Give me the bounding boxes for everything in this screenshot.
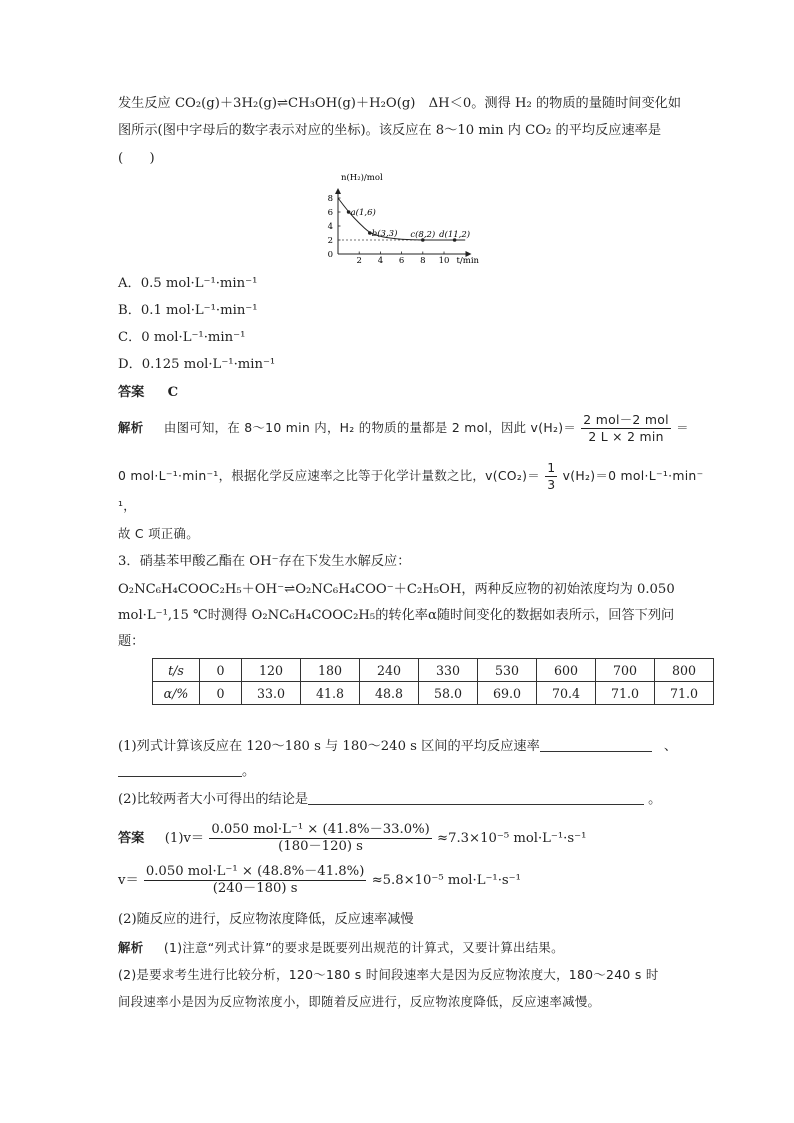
q3-sub1	[118, 737, 677, 756]
option-c: C．0 mol·L⁻¹·min⁻¹	[118, 330, 246, 345]
q2-stem-line1: 发生反应 CO₂(g)＋3H₂(g)⇌CH₃OH(g)＋H₂O(g) ΔH＜0。测得 H₂ 的物质的量随时间变化如	[118, 96, 682, 111]
x-tick-label: 4	[377, 256, 384, 266]
y-axis-label: n(H₂)/mol	[341, 173, 383, 183]
answer-2-prefix: v＝	[118, 873, 139, 888]
table-cell: 120	[242, 659, 301, 682]
table-cell: 700	[596, 659, 655, 682]
answer-label: 答案	[118, 385, 145, 400]
table-cell: 0	[200, 659, 242, 682]
q3-sub1-cont	[118, 762, 255, 781]
table-cell: 800	[655, 659, 714, 682]
header-time: t/s	[153, 659, 200, 682]
data-point-label: d(11,2)	[439, 230, 471, 240]
h2-amount-vs-time-chart	[316, 170, 486, 268]
x-tick-label: 2	[356, 256, 362, 266]
equals-sign: ＝	[676, 420, 689, 435]
x-tick-label: 6	[398, 256, 405, 266]
q3-answer-line3: (2)随反应的进行，反应物浓度降低，反应速率减慢	[118, 912, 414, 927]
header-alpha: α/%	[153, 682, 200, 705]
sub1-blank-1[interactable]	[540, 737, 652, 752]
x-tick-label: 8	[420, 256, 426, 266]
data-point-label: b(3,3)	[371, 229, 398, 239]
q3-answer-line1	[118, 822, 586, 855]
one-third-fraction	[545, 460, 557, 493]
y-tick-label: 6	[327, 208, 333, 218]
q3-analysis-line1	[118, 939, 564, 957]
sub2-end: 。	[648, 792, 662, 807]
table-row-alpha	[153, 682, 714, 705]
answer-2-fraction	[144, 864, 367, 897]
answer-1-result: ≈7.3×10⁻⁵ mol·L⁻¹·s⁻¹	[437, 831, 587, 846]
table-cell: 41.8	[301, 682, 360, 705]
analysis-text-2b: v(H₂)＝0 mol·L⁻¹·min⁻	[562, 468, 704, 483]
y-tick-label: 0	[327, 250, 333, 260]
q2-analysis-line2	[118, 460, 703, 493]
table-cell: 71.0	[596, 682, 655, 705]
sub2-text: (2)比较两者大小可得出的结论是	[118, 792, 309, 807]
data-point-label: a(1,6)	[350, 208, 376, 218]
table-cell: 33.0	[242, 682, 301, 705]
y-tick-label: 4	[327, 222, 333, 232]
q2-stem-line2: 图所示(图中字母后的数字表示对应的坐标)。该反应在 8～10 min 内 CO₂ 的平均反应速率是	[118, 123, 662, 138]
fraction-denominator: (180－120) s	[278, 839, 363, 854]
fraction-denominator: 2 L × 2 min	[588, 429, 664, 444]
sub1-end: 。	[242, 764, 256, 779]
answer-1-fraction	[209, 822, 432, 855]
table-cell: 530	[478, 659, 537, 682]
fraction-numerator: 0.050 mol·L⁻¹ × (48.8%－41.8%)	[145, 864, 365, 879]
q3-title: 3．硝基苯甲酸乙酯在 OH⁻存在下发生水解反应：	[118, 554, 411, 569]
answer-2-result: ≈5.8×10⁻⁵ mol·L⁻¹·s⁻¹	[371, 873, 521, 888]
q3-answer-line2	[118, 864, 521, 897]
q2-analysis-line3: ¹，	[118, 498, 136, 513]
q3-line2: mol·L⁻¹,15 ℃时测得 O₂NC₆H₄COOC₂H₅的转化率α随时间变化的数据如表所示，回答下列问	[118, 608, 675, 623]
sub1-text: (1)列式计算该反应在 120～180 s 与 180～240 s 区间的平均反应速率	[118, 739, 540, 754]
table-cell: 58.0	[419, 682, 478, 705]
table-cell: 180	[301, 659, 360, 682]
q2-analysis-line4: 故 C 项正确。	[118, 526, 199, 541]
fraction-numerator: 2 mol－2 mol	[583, 412, 669, 427]
table-cell: 330	[419, 659, 478, 682]
fraction-numerator: 1	[547, 460, 556, 475]
table-cell: 71.0	[655, 682, 714, 705]
table-row-time	[153, 659, 714, 682]
option-b: B．0.1 mol·L⁻¹·min⁻¹	[118, 303, 258, 318]
answer-label: 答案	[118, 831, 145, 846]
q2-answer-row	[118, 384, 178, 402]
analysis-label: 解析	[118, 940, 144, 955]
table-cell: 70.4	[537, 682, 596, 705]
option-a: A．0.5 mol·L⁻¹·min⁻¹	[118, 276, 258, 291]
data-point-label: c(8,2)	[410, 230, 436, 240]
fraction-numerator: 0.050 mol·L⁻¹ × (41.8%－33.0%)	[211, 822, 430, 837]
table-cell: 69.0	[478, 682, 537, 705]
q3-equation-line: O₂NC₆H₄COOC₂H₅＋OH⁻⇌O₂NC₆H₄COO⁻＋C₂H₅OH，两种反应物的初始浓度均为 0.050	[118, 582, 675, 597]
answer-value: C	[167, 385, 179, 400]
q3-analysis-line3: 间段速率小是因为反应物浓度小，即随着反应进行，反应物浓度降低，反应速率减慢。	[118, 994, 601, 1009]
table-cell: 240	[360, 659, 419, 682]
q2-analysis-line1	[118, 412, 689, 445]
x-tick-label: 10	[438, 256, 450, 266]
fraction-denominator: 3	[547, 477, 556, 492]
analysis-text-2a: 0 mol·L⁻¹·min⁻¹，根据化学反应速率之比等于化学计量数之比，v(CO₂)＝	[118, 468, 540, 483]
q2-answer-bracket: ( )	[118, 151, 155, 166]
q3-analysis-line2: (2)是要求考生进行比较分析，120～180 s 时间段速率大是因为反应物浓度大，180～240 s 时	[118, 967, 659, 982]
analysis-label: 解析	[118, 420, 144, 435]
y-tick-label: 2	[327, 236, 333, 246]
fraction-denominator: (240－180) s	[212, 881, 298, 896]
table-cell: 0	[200, 682, 242, 705]
sub2-blank[interactable]	[308, 790, 644, 805]
q3-line3: 题：	[118, 634, 145, 649]
option-d: D．0.125 mol·L⁻¹·min⁻¹	[118, 357, 276, 372]
table-cell: 600	[537, 659, 596, 682]
table-cell: 48.8	[360, 682, 419, 705]
answer-1-prefix: (1)v＝	[164, 831, 205, 846]
analysis-text: 由图可知，在 8～10 min 内，H₂ 的物质的量都是 2 mol，因此 v(H₂)＝	[163, 420, 577, 435]
x-axis-label: t/min	[456, 256, 480, 266]
sub1-separator: 、	[663, 739, 677, 754]
q3-sub2	[118, 790, 661, 809]
y-tick-label: 8	[327, 194, 333, 204]
conversion-data-table	[152, 658, 714, 705]
sub1-blank-2[interactable]	[118, 762, 242, 777]
analysis-text: (1)注意“列式计算”的要求是既要列出规范的计算式，又要计算出结果。	[163, 940, 564, 955]
rate-fraction	[581, 412, 671, 445]
